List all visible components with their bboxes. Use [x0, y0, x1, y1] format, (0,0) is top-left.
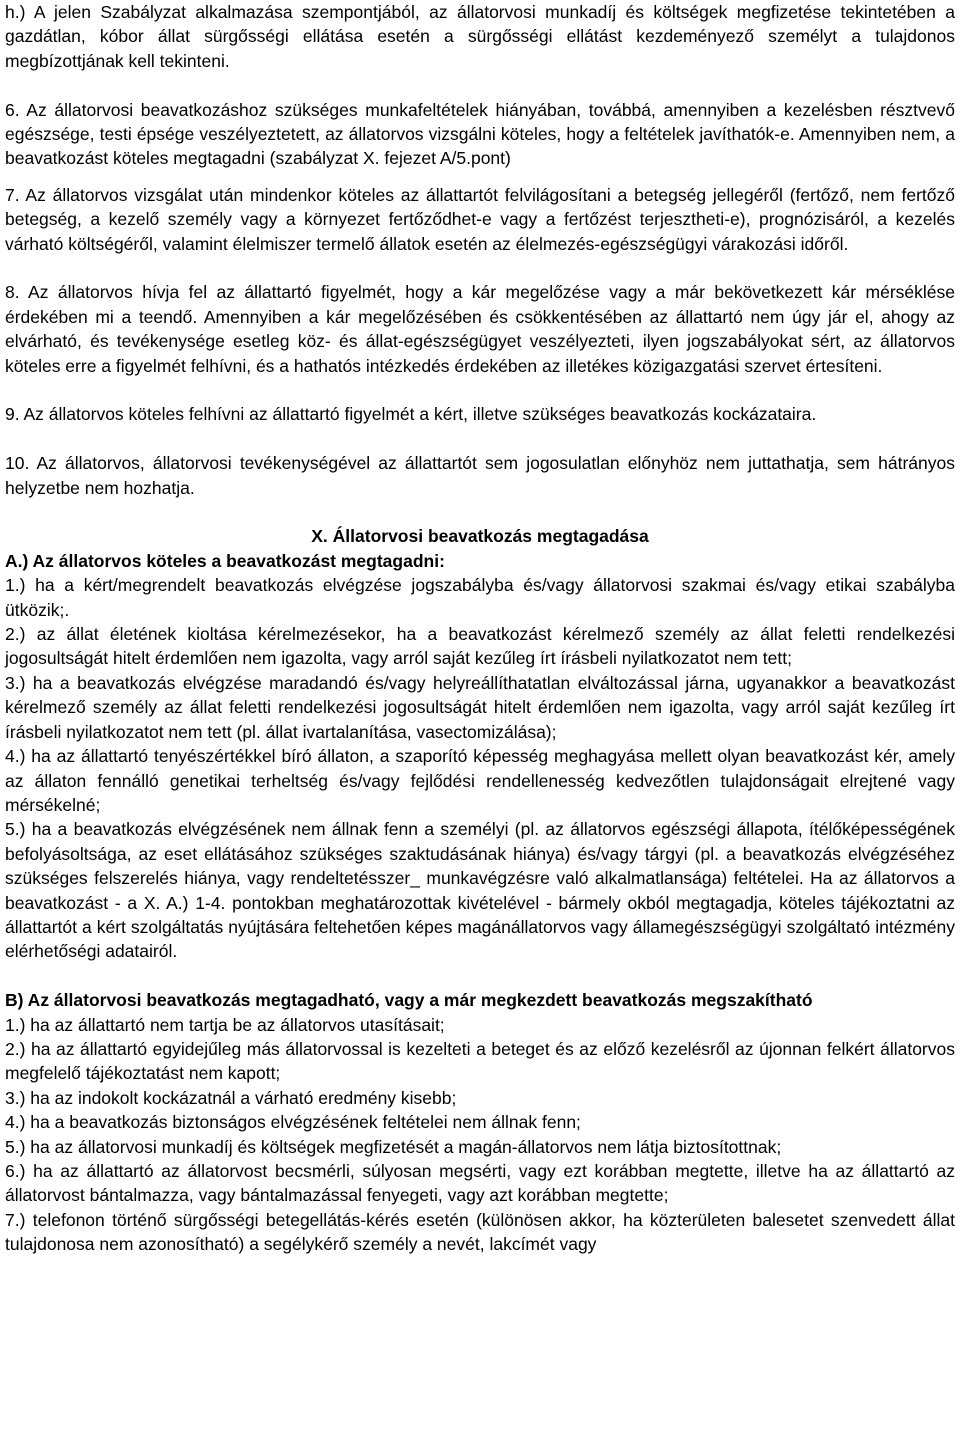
- paragraph-h: h.) A jelen Szabályzat alkalmazása szempontjából, az állatorvosi munkadíj és költségek megfizetése tekintetében a gazdátlan, kóbor állat sürgősségi ellátása esetén a sürgősségi ellátást kezdeményező személyt a tulajdonos megbízottjának kell tekinteni.: [5, 2, 955, 71]
- item-a4: 4.) ha az állattartó tenyészértékkel bíró állaton, a szaporító képesség meghagyása mellett olyan beavatkozást kér, amely az állaton fennálló genetikai terheltség és/vagy fejlődési rendellenesség kedvezőtlen tulajdonságait elrejtené vagy mérsékelné;: [5, 746, 955, 815]
- subheading-b: B) Az állatorvosi beavatkozás megtagadható, vagy a már megkezdett beavatkozás megszakítható: [5, 990, 813, 1011]
- item-b4: 4.) ha a beavatkozás biztonságos elvégzésének feltételei nem állnak fenn;: [5, 1112, 581, 1133]
- paragraph-6: 6. Az állatorvosi beavatkozáshoz szükséges munkafeltételek hiányában, továbbá, amennyiben a kezelésben résztvevő egészsége, testi épsége veszélyeztetett, az állatorvos vizsgálni köteles, hogy a feltételek javíthatók-e. Amennyiben nem, a beavatkozást köteles megtagadni (szabályzat X. fejezet A/5.pont): [5, 99, 955, 169]
- item-b3: 3.) ha az indokolt kockázatnál a várható eredmény kisebb;: [5, 1087, 457, 1108]
- item-b6: 6.) ha az állattartó az állatorvost becsmérli, súlyosan megsérti, vagy ezt korábban megtette, illetve ha az állattartó az állatorvost bántalmazza, vagy bántalmazással fenyegeti, vagy azt korábban megtette;: [5, 1161, 955, 1206]
- paragraph-9: 9. Az állatorvos köteles felhívni az állattartó figyelmét a kért, illetve szükséges beavatkozás kockázataira.: [5, 404, 817, 425]
- section-heading-x: X. Állatorvosi beavatkozás megtagadása: [311, 526, 649, 547]
- paragraph-10: 10. Az állatorvos, állatorvosi tevékenységével az állattartót sem jogosulatlan előnyhöz nem juttathatja, sem hátrányos helyzetbe nem hozhatja.: [5, 453, 955, 498]
- subheading-a: A.) Az állatorvos köteles a beavatkozást megtagadni:: [5, 550, 445, 571]
- item-a1: 1.) ha a kért/megrendelt beavatkozás elvégzése jogszabályba és/vagy állatorvosi szakmai és/vagy etikai szabályba ütközik;.: [5, 575, 955, 620]
- paragraph-7: 7. Az állatorvos vizsgálat után mindenkor köteles az állattartót felvilágosítani a betegség jellegéről (fertőző, nem fertőző betegség, a kezelő személy vagy a környezet fertőződhet-e vagy a fertőzést terjesztheti-e), prognózisáról, a kezelés várható költségéről, valamint élelmiszer termelő állatok esetén az élelmezés-egészségügyi várakozási időről.: [5, 184, 955, 254]
- paragraph-8: 8. Az állatorvos hívja fel az állattartó figyelmét, hogy a kár megelőzése vagy a már bekövetkezett kár mérséklése érdekében mi a teendő. Amennyiben a kár megelőzésében és csökkentésében az állattartó nem úgy jár el, ahogy az elvárható, és tevékenysége esetleg köz- és állat-egészségügyet veszélyezteti, ilyen jogszabályokat sért, az állatorvos köteles erre a figyelmét felhívni, és a hathatós intézkedés érdekében az illetékes közigazgatási szervet értesíteni.: [5, 282, 955, 376]
- item-a2: 2.) az állat életének kioltása kérelmezésekor, ha a beavatkozást kérelmező személy az állat feletti rendelkezési jogosultságát hitelt érdemlően nem igazolta, vagy arról saját kezűleg írt írásbeli nyilatkozatot nem tett;: [5, 624, 955, 669]
- item-a5: 5.) ha a beavatkozás elvégzésének nem állnak fenn a személyi (pl. az állatorvos egészségi állapota, ítélőképességének befolyásoltsága, az eset ellátásához szükséges szaktudásának hiánya) és/vagy tárgyi (pl. a beavatkozás elvégzéséhez szükséges felszerelés hiánya, vagy rendeltetésszer_ munkavégzésre való alkalmatlansága) feltételei. Ha az állatorvos a beavatkozást - a X. A.) 1-4. pontokban meghatározottak kivételével - bármely okból megtagadja, köteles tájékoztatni az állattartót a kért szolgáltatás nyújtására feltehetően képes magánállatorvos vagy államegészségügyi szolgáltató intézmény elérhetőségi adatairól.: [5, 819, 955, 962]
- item-b2: 2.) ha az állattartó egyidejűleg más állatorvossal is kezelteti a beteget és az előző kezelésről az újonnan felkért állatorvos megfelelő tájékoztatást nem kapott;: [5, 1038, 955, 1084]
- item-a3: 3.) ha a beavatkozás elvégzése maradandó és/vagy helyreállíthatatlan elváltozással járna, ugyanakkor a beavatkozást kérelmező személy az állat feletti rendelkezési jogosultságát hitelt érdemlően nem igazolta, vagy arról saját kezűleg írt írásbeli nyilatkozatot nem tett (pl. állat ivartalanítása, vasectomizálása);: [5, 672, 955, 742]
- item-b1: 1.) ha az állattartó nem tartja be az állatorvos utasításait;: [5, 1014, 445, 1035]
- item-b5: 5.) ha az állatorvosi munkadíj és költségek megfizetését a magán-állatorvos nem látja biztosítottnak;: [5, 1136, 782, 1157]
- item-b7: 7.) telefonon történő sürgősségi betegellátás-kérés esetén (különösen akkor, ha közterületen balesetet szenvedett állat tulajdonosa nem azonosítható) a segélykérő személy a nevét, lakcímét vagy: [5, 1209, 955, 1255]
